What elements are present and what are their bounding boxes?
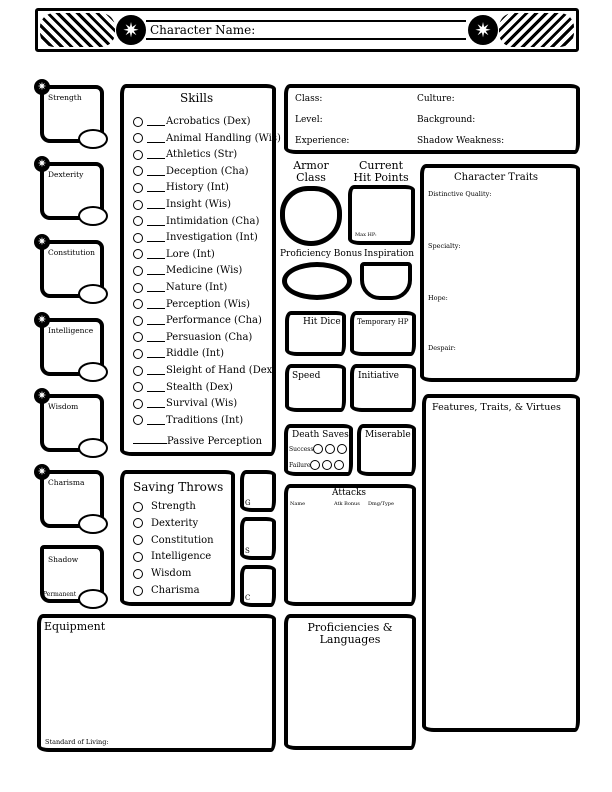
skill-label: Athletics (Str) — [166, 149, 238, 161]
character-name-field[interactable] — [146, 20, 466, 40]
skill-bonus-field[interactable] — [147, 233, 165, 242]
star-icon: ✷ — [34, 156, 50, 172]
ability-label: Intelligence — [48, 326, 94, 335]
attacks-panel[interactable] — [284, 484, 416, 606]
attacks-title: Attacks — [332, 488, 367, 498]
saving-throw-row[interactable] — [133, 568, 191, 579]
ability-intelligence[interactable] — [37, 313, 106, 380]
proficiency-check[interactable] — [133, 117, 143, 127]
skill-bonus-field[interactable] — [147, 283, 165, 292]
traits-title: Character Traits — [454, 172, 539, 183]
features-panel[interactable] — [422, 394, 580, 732]
saving-throw-label: Intelligence — [151, 551, 212, 563]
saving-throw-row[interactable] — [133, 551, 211, 562]
failure-label: Failure — [289, 461, 311, 469]
proficiency-check[interactable] — [133, 382, 143, 392]
current-hp-box[interactable] — [348, 185, 415, 245]
skill-label: Performance (Cha) — [166, 315, 262, 327]
proficiency-check[interactable] — [133, 283, 143, 293]
proficiency-check[interactable] — [133, 366, 143, 376]
skill-label: Investigation (Int) — [166, 232, 258, 244]
skill-row[interactable] — [133, 332, 252, 343]
ability-dexterity[interactable] — [37, 157, 106, 224]
skill-bonus-field[interactable] — [147, 183, 165, 192]
skill-bonus-field[interactable] — [147, 349, 165, 358]
proficiency-check[interactable] — [133, 166, 143, 176]
success-check[interactable] — [337, 444, 347, 454]
skill-label: Survival (Wis) — [166, 398, 238, 410]
skill-label: Lore (Int) — [166, 248, 215, 260]
equipment-title: Equipment — [44, 620, 106, 633]
background-field[interactable]: Background: — [417, 115, 476, 125]
failure-check[interactable] — [334, 460, 344, 470]
skill-row[interactable] — [133, 166, 249, 177]
inspiration-box[interactable] — [360, 262, 412, 300]
skill-label: Animal Handling (Wis) — [166, 132, 281, 144]
success-check[interactable] — [325, 444, 335, 454]
skill-bonus-field[interactable] — [147, 217, 165, 226]
experience-field[interactable]: Experience: — [295, 136, 350, 146]
skills-title: Skills — [180, 91, 214, 105]
skill-label: History (Int) — [166, 182, 229, 194]
failure-check[interactable] — [310, 460, 320, 470]
saving-throws-title: Saving Throws — [133, 480, 224, 494]
failure-row — [289, 460, 346, 470]
knot-left-icon — [40, 13, 115, 47]
proficiencies-title: Proficiencies & Languages — [307, 621, 393, 646]
star-right-icon: ✷ — [468, 15, 498, 45]
skill-label: Insight (Wis) — [166, 199, 231, 210]
passive-perception-label: Passive Perception — [167, 436, 263, 447]
failure-check[interactable] — [322, 460, 332, 470]
star-icon: ✷ — [34, 79, 50, 95]
death-saves-label: Death Saves — [292, 430, 349, 440]
skill-row[interactable] — [133, 382, 233, 393]
skill-row[interactable] — [133, 315, 262, 326]
skill-label: Riddle (Int) — [166, 348, 225, 360]
proficiency-check[interactable] — [133, 133, 143, 143]
skill-row[interactable] — [133, 415, 243, 426]
skill-bonus-field[interactable] — [147, 167, 165, 176]
speed-label: Speed — [292, 371, 321, 381]
proficiency-check[interactable] — [133, 415, 143, 425]
modifier-oval[interactable] — [78, 362, 108, 382]
hit-dice-box[interactable] — [285, 311, 346, 356]
success-check[interactable] — [313, 444, 323, 454]
proficiency-check[interactable] — [133, 349, 143, 359]
current-hp-label: Current Hit Points — [353, 159, 409, 184]
saving-throw-row[interactable] — [133, 501, 196, 512]
skill-bonus-field[interactable] — [147, 316, 165, 325]
proficiency-check[interactable] — [133, 535, 143, 545]
skill-row[interactable] — [133, 133, 281, 144]
proficiency-check[interactable] — [133, 316, 143, 326]
initiative-label: Initiative — [358, 371, 399, 381]
modifier-oval[interactable] — [78, 284, 108, 304]
skill-label: Stealth (Dex) — [166, 381, 233, 393]
proficiency-check[interactable] — [133, 266, 143, 276]
armor-class-label: Armor Class — [293, 159, 329, 184]
skill-row[interactable] — [133, 348, 224, 359]
proficiency-check[interactable] — [133, 502, 143, 512]
col-dmg-type: Dmg/Type — [368, 501, 394, 507]
skill-bonus-field[interactable] — [147, 300, 165, 309]
skill-label: Medicine (Wis) — [166, 265, 243, 277]
distinctive-quality-field[interactable]: Distinctive Quality: — [428, 190, 492, 198]
star-icon: ✷ — [34, 464, 50, 480]
skill-row[interactable] — [133, 365, 276, 376]
skill-bonus-field[interactable] — [147, 333, 165, 342]
skill-bonus-field[interactable] — [147, 399, 165, 408]
proficiency-check[interactable] — [133, 233, 143, 243]
skill-label: Perception (Wis) — [166, 298, 250, 310]
speed-box[interactable] — [285, 364, 346, 412]
skill-bonus-field[interactable] — [147, 266, 165, 275]
max-hp-label: Max HP: — [355, 232, 377, 238]
shadow-box[interactable] — [40, 545, 106, 607]
skill-bonus-field[interactable] — [147, 150, 165, 159]
standard-of-living-field[interactable]: Standard of Living: — [45, 738, 109, 746]
skill-bonus-field[interactable] — [147, 383, 165, 392]
skill-label: Persuasion (Cha) — [166, 331, 253, 343]
skill-row[interactable] — [133, 182, 229, 193]
save-box-g[interactable] — [240, 470, 276, 512]
proficiency-check[interactable] — [133, 249, 143, 259]
miserable-box[interactable] — [357, 424, 416, 476]
passive-perception[interactable] — [133, 435, 262, 447]
skill-label: Intimidation (Cha) — [166, 215, 260, 227]
proficiency-bonus-oval[interactable] — [282, 262, 352, 300]
skill-row[interactable] — [133, 299, 250, 310]
proficiency-check[interactable] — [133, 200, 143, 210]
ability-label: Strength — [48, 93, 82, 102]
box-label: G — [245, 499, 251, 507]
skill-row[interactable] — [133, 232, 258, 243]
col-atk-bonus: Atk Bonus — [334, 501, 360, 507]
skill-row[interactable] — [133, 216, 259, 227]
shadow-label: Shadow — [48, 555, 79, 564]
permanent-oval[interactable] — [78, 589, 108, 609]
skill-label: Traditions (Int) — [166, 414, 244, 426]
skill-label: Acrobatics (Dex) — [166, 116, 251, 127]
modifier-oval[interactable] — [78, 438, 108, 458]
hope-field[interactable]: Hope: — [428, 294, 448, 302]
proficiency-check[interactable] — [133, 552, 143, 562]
knot-right-icon — [499, 13, 574, 47]
skill-row[interactable] — [133, 265, 242, 276]
skill-row[interactable] — [133, 149, 237, 160]
proficiency-check[interactable] — [133, 299, 143, 309]
proficiency-check[interactable] — [133, 586, 143, 596]
proficiency-check[interactable] — [133, 518, 143, 528]
temp-hp-box[interactable] — [350, 311, 416, 356]
permanent-label: Permanent — [43, 591, 77, 598]
temp-hp-label: Temporary HP — [357, 318, 409, 326]
star-icon: ✷ — [34, 388, 50, 404]
star-icon: ✷ — [34, 234, 50, 250]
header-banner — [35, 8, 579, 52]
level-field[interactable]: Level: — [295, 115, 323, 125]
proficiency-check[interactable] — [133, 216, 143, 226]
ability-constitution[interactable] — [37, 235, 106, 302]
skill-bonus-field[interactable] — [147, 250, 165, 259]
class-field[interactable]: Class: — [295, 94, 323, 104]
proficiency-bonus-label: Proficiency Bonus — [280, 249, 363, 259]
proficiencies-panel[interactable] — [284, 614, 416, 750]
skill-bonus-field[interactable] — [147, 366, 165, 375]
star-icon: ✷ — [34, 312, 50, 328]
success-row — [289, 444, 349, 454]
proficiency-check[interactable] — [133, 399, 143, 409]
culture-field[interactable]: Culture: — [417, 94, 455, 104]
skill-label: Nature (Int) — [166, 282, 228, 293]
box-label: C — [245, 594, 251, 602]
ability-label: Charisma — [48, 478, 85, 487]
ability-wisdom[interactable] — [37, 389, 106, 456]
armor-class-shield[interactable] — [280, 186, 342, 246]
features-title: Features, Traits, & Virtues — [432, 402, 561, 413]
skill-bonus-field[interactable] — [147, 117, 165, 126]
modifier-oval[interactable] — [78, 206, 108, 226]
skill-bonus-field[interactable] — [147, 200, 165, 209]
character-name-label: Character Name: — [150, 23, 256, 37]
skill-row[interactable] — [133, 282, 227, 293]
star-left-icon: ✷ — [116, 15, 146, 45]
skill-bonus-field[interactable] — [147, 134, 165, 143]
equipment-panel[interactable] — [37, 614, 276, 752]
saving-throw-label: Constitution — [151, 534, 214, 546]
character-traits-panel — [420, 164, 580, 382]
initiative-box[interactable] — [350, 364, 416, 412]
skill-label: Deception (Cha) — [166, 165, 249, 177]
death-saves-box — [284, 424, 353, 476]
proficiency-check[interactable] — [133, 150, 143, 160]
skill-bonus-field[interactable] — [147, 416, 165, 425]
save-box-c[interactable] — [240, 565, 276, 607]
despair-field[interactable]: Despair: — [428, 344, 456, 352]
saving-throw-label: Charisma — [151, 585, 200, 596]
miserable-label: Miserable — [365, 430, 411, 440]
skill-row[interactable] — [133, 199, 231, 210]
saving-throw-label: Dexterity — [151, 517, 199, 529]
proficiency-check[interactable] — [133, 569, 143, 579]
ability-label: Constitution — [48, 248, 95, 257]
saving-throw-row[interactable] — [133, 585, 200, 596]
hit-dice-label: Hit Dice — [303, 317, 341, 327]
ability-charisma[interactable] — [37, 465, 106, 532]
proficiency-check[interactable] — [133, 332, 143, 342]
ability-label: Dexterity — [48, 170, 84, 179]
skill-label: Sleight of Hand (Dex) — [166, 365, 277, 376]
inspiration-label: Inspiration — [364, 249, 414, 259]
saving-throw-row[interactable] — [133, 518, 198, 529]
box-label: S — [245, 547, 250, 555]
save-box-s[interactable] — [240, 517, 276, 560]
skill-row[interactable] — [133, 249, 215, 260]
shadow-weakness-field[interactable]: Shadow Weakness: — [417, 136, 505, 146]
ability-strength[interactable] — [37, 80, 106, 147]
success-label: Success — [289, 445, 314, 453]
modifier-oval[interactable] — [78, 514, 108, 534]
skill-row[interactable] — [133, 116, 251, 127]
saving-throw-label: Strength — [151, 501, 196, 512]
saving-throw-label: Wisdom — [151, 568, 192, 580]
proficiency-check[interactable] — [133, 183, 143, 193]
modifier-oval[interactable] — [78, 129, 108, 149]
col-name: Name — [290, 501, 306, 507]
saving-throw-row[interactable] — [133, 535, 214, 546]
specialty-field[interactable]: Specialty: — [428, 242, 461, 250]
ability-label: Wisdom — [48, 402, 79, 411]
skill-row[interactable] — [133, 398, 237, 409]
